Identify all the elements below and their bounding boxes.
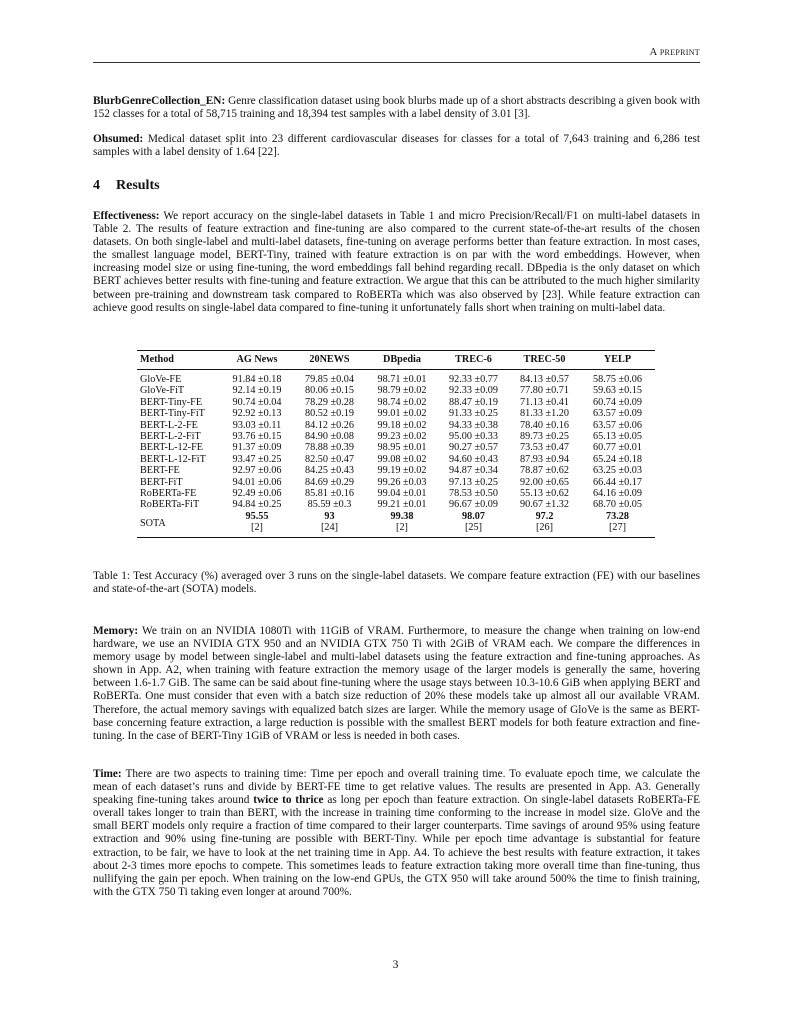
- table-cell: 63.25 ±0.03: [593, 465, 642, 477]
- table-method-cell: BERT-L-12-FiT: [140, 453, 206, 465]
- sota-value: 97.2: [535, 510, 554, 522]
- table-cell: 65.13 ±0.05: [593, 431, 642, 443]
- table-row: [137, 442, 655, 453]
- time-paragraph: [93, 768, 700, 899]
- table-row-sota: [137, 511, 655, 538]
- results-table-grid: [137, 350, 655, 538]
- table-cell: 94.60 ±0.43: [449, 453, 498, 465]
- effectiveness-lead: Effectiveness:: [93, 210, 160, 222]
- sota-citation: [26]: [536, 522, 553, 534]
- table-method-cell: GloVe-FE: [140, 374, 182, 385]
- table-cell: 99.08 ±0.02: [377, 453, 427, 465]
- table-row: [137, 370, 655, 386]
- table-cell-sota: [366, 511, 438, 538]
- table-cell: 91.33 ±0.25: [449, 408, 498, 420]
- table-cell: 66.44 ±0.17: [593, 476, 642, 488]
- sota-citation: [27]: [609, 522, 626, 534]
- table-cell: 88.47 ±0.19: [449, 396, 498, 408]
- table-cell: 73.53 ±0.47: [520, 442, 569, 454]
- table-cell: 68.70 ±0.05: [593, 499, 642, 511]
- table-row: [137, 431, 655, 442]
- table-header-row: [137, 351, 655, 370]
- table-cell: 80.06 ±0.15: [305, 385, 354, 397]
- blurb-paragraph: [93, 95, 700, 121]
- table-cell: 59.63 ±0.15: [593, 385, 642, 397]
- table-cell: 95.00 ±0.33: [449, 431, 498, 443]
- table-cell: 84.90 ±0.08: [305, 431, 354, 443]
- table-cell: 93.76 ±0.15: [232, 431, 282, 443]
- running-header-rest: PREPRINT: [659, 48, 700, 57]
- memory-lead: Memory:: [93, 625, 139, 637]
- running-header-cap: A: [649, 47, 657, 58]
- table-header-cell: YELP: [580, 351, 655, 370]
- table-method-cell: BERT-Tiny-FiT: [140, 408, 205, 420]
- table-cell: 85.59 ±0.3: [307, 499, 352, 511]
- table-row: [137, 499, 655, 510]
- table-row: [137, 385, 655, 396]
- table-cell: 89.73 ±0.25: [520, 431, 569, 443]
- table-cell: 84.12 ±0.26: [305, 419, 354, 431]
- effectiveness-text: We report accuracy on the single-label datasets in Table 1 and micro Precision/Recall/F1 on multi-label datasets in Table 2. The results of feature extraction and fine-tuning are also compared to the current state-of-the-art results of the chosen datasets. On both single-label and multi-label datasets, fine-tuning on average performs better than feature extraction. In most cases, the smallest language model, BERT-Tiny, trained with feature extraction is on par with the word embeddings. However, when increasing model size or using fine-tuning, the word embeddings fall behind regarding recall. DBpedia is the only dataset on which BERT achieves better results with fine-tuning and feature extraction. We argue that this can be attributed to the much higher similarity between pre-training and downstream task compared to RoBERTa which was also observed by [23]. While feature extraction can achieve good results on single-label data compared to fine-tuning it unfortunately falls short when training on multi-label data.: [93, 210, 700, 314]
- table-caption: Table 1: Test Accuracy (%) averaged over 3 runs on the single-label datasets. We compare feature extraction (FE) with our baselines and state-of-the-art (SOTA) models.: [93, 570, 700, 596]
- table-cell: 84.13 ±0.57: [520, 374, 569, 385]
- sota-value: 95.55: [245, 510, 269, 522]
- table-cell: 92.33 ±0.09: [449, 385, 498, 397]
- table-cell: 99.01 ±0.02: [377, 408, 427, 420]
- sota-value: 98.07: [462, 510, 485, 522]
- sota-value: 73.28: [606, 510, 629, 522]
- table-cell: 92.33 ±0.77: [449, 374, 498, 385]
- time-emphasis: twice to thrice: [253, 794, 324, 807]
- table-method-cell: BERT-Tiny-FE: [140, 396, 203, 408]
- ohsumed-lead: Ohsumed:: [93, 133, 144, 145]
- table-cell: 60.77 ±0.01: [593, 442, 642, 454]
- table-method-cell: BERT-L-2-FE: [140, 419, 198, 431]
- time-text-after: as long per epoch than feature extraction. On single-label datasets RoBERTa-FE overall takes longer to train than BERT, with the increase in training time conforming to the increase in model size. GloVe and the small BERT models only require a fraction of time compared to their larger counterparts. Time savings of around 95% using feature extraction and 90% using fine-tuning are possible with BERT-Tiny. While per epoch time advantage is substantial for feature extraction, to be fair, we have to look at the net training time in App. A4. To achieve the best results with feature extraction, it takes about 2-3 times more epochs to compete. This sometimes leads to feature extraction taking more overall time than fine-tuning, thus nullifying the gain per epoch. When training on the low-end GPUs, the GTX 950 will take around 500% the time to finish training, with the GTX 750 Ti taking even longer at around 700%.: [93, 794, 700, 898]
- table-method-cell: GloVe-FiT: [140, 385, 185, 397]
- blurb-text: Genre classification dataset using book blurbs made up of a short abstracts describing a given book with 152 classes for a total of 58,715 training and 18,394 test samples with a label density of 3.01 [3].: [93, 95, 700, 121]
- table-cell: 85.81 ±0.16: [305, 488, 354, 500]
- table-method-cell: RoBERTa-FiT: [140, 499, 200, 511]
- table-method-cell: RoBERTa-FE: [140, 488, 197, 500]
- time-lead: Time:: [93, 768, 122, 780]
- table-cell: 78.88 ±0.39: [305, 442, 354, 454]
- table-header-cell: AG News: [221, 351, 293, 370]
- table-cell: 64.16 ±0.09: [593, 488, 642, 500]
- ohsumed-text: Medical dataset split into 23 different cardiovascular diseases for classes for a total of 7,643 training and 6,286 test samples with a label density of 1.64 [22].: [93, 133, 700, 159]
- table-cell-sota: [509, 511, 580, 538]
- table-cell: 79.85 ±0.04: [305, 374, 354, 385]
- table-cell: 63.57 ±0.09: [593, 408, 642, 420]
- table-cell: 98.79 ±0.02: [377, 385, 427, 397]
- table-header-cell: 20NEWS: [293, 351, 366, 370]
- table-cell: 55.13 ±0.62: [520, 488, 569, 500]
- table-cell: 96.67 ±0.09: [449, 499, 498, 511]
- table-cell: 78.29 ±0.28: [305, 396, 354, 408]
- table-method-cell: BERT-L-2-FiT: [140, 431, 201, 443]
- table-cell: 92.92 ±0.13: [232, 408, 282, 420]
- effectiveness-paragraph: [93, 210, 700, 315]
- table-cell: 94.87 ±0.34: [449, 465, 498, 477]
- table-body: [137, 370, 655, 538]
- table-cell: 71.13 ±0.41: [520, 396, 569, 408]
- table-cell: 81.33 ±1.20: [520, 408, 569, 420]
- table-cell: 91.84 ±0.18: [232, 374, 282, 385]
- table-cell: 94.84 ±0.25: [232, 499, 282, 511]
- ohsumed-paragraph: [93, 133, 700, 159]
- page-number: 3: [392, 959, 399, 971]
- sota-value: 99.38: [390, 510, 414, 522]
- table-method-cell: BERT-FiT: [140, 476, 183, 488]
- table-row: [137, 397, 655, 408]
- table-cell: 99.04 ±0.01: [377, 488, 427, 500]
- table-cell-sota: [438, 511, 509, 538]
- table-cell: 92.14 ±0.19: [232, 385, 282, 397]
- table-cell: 93.03 ±0.11: [232, 419, 282, 431]
- table-cell: 99.19 ±0.02: [377, 465, 427, 477]
- table-cell-sota: [293, 511, 366, 538]
- table-cell: 92.97 ±0.06: [232, 465, 282, 477]
- table-cell: 90.27 ±0.57: [449, 442, 498, 454]
- running-header: [650, 47, 700, 58]
- table-row: [137, 465, 655, 476]
- table-cell: 98.74 ±0.02: [377, 396, 427, 408]
- table-header-cell: TREC-6: [438, 351, 509, 370]
- table-cell: 99.18 ±0.02: [377, 419, 427, 431]
- table-cell: 84.69 ±0.29: [305, 476, 354, 488]
- table-cell: 60.74 ±0.09: [593, 396, 642, 408]
- table-cell: 77.80 ±0.71: [520, 385, 569, 397]
- table-cell: 94.33 ±0.38: [449, 419, 498, 431]
- table-cell: 84.25 ±0.43: [305, 465, 354, 477]
- memory-paragraph: [93, 625, 700, 743]
- table-cell-sota: [580, 511, 655, 538]
- table-method-cell: BERT-L-12-FE: [140, 442, 203, 454]
- table-cell: 93.47 ±0.25: [232, 453, 282, 465]
- table-header-cell: TREC-50: [509, 351, 580, 370]
- table-cell: 65.24 ±0.18: [593, 453, 642, 465]
- table-cell: 91.37 ±0.09: [232, 442, 282, 454]
- table-row: [137, 420, 655, 431]
- time-text-before: There are two aspects to training time: Time per epoch and overall training time. To evaluate epoch time, we calculate the mean of each dataset’s runs and divide by BERT-FE time to get relative values. The results are presented in App. A3. Generally speaking fine-tuning takes around: [93, 768, 700, 807]
- results-table: [93, 350, 700, 596]
- sota-citation: [2]: [396, 522, 408, 534]
- table-cell: 92.49 ±0.06: [232, 488, 282, 500]
- table-cell: 99.21 ±0.01: [377, 499, 427, 511]
- table-cell: 98.71 ±0.01: [377, 374, 427, 385]
- sota-citation: [24]: [321, 522, 338, 534]
- sota-citation: [25]: [465, 522, 482, 534]
- table-cell: 78.87 ±0.62: [520, 465, 569, 477]
- table-cell: 98.95 ±0.01: [377, 442, 427, 454]
- header-rule: [93, 62, 700, 63]
- table-header-cell: Method: [137, 351, 221, 370]
- table-row: [137, 477, 655, 488]
- sota-value: 93: [324, 510, 335, 522]
- table-cell: 58.75 ±0.06: [593, 374, 642, 385]
- section-number: 4: [93, 178, 100, 193]
- table-cell: 80.52 ±0.19: [305, 408, 354, 420]
- table-cell: 90.67 ±1.32: [520, 499, 569, 511]
- table-method-cell: BERT-FE: [140, 465, 180, 477]
- table-row: [137, 408, 655, 419]
- table-cell: 94.01 ±0.06: [232, 476, 282, 488]
- section-heading: [93, 178, 700, 194]
- table-cell: 99.23 ±0.02: [377, 431, 427, 443]
- blurb-lead: BlurbGenreCollection_EN:: [93, 95, 226, 107]
- table-method-cell: SOTA: [137, 511, 221, 538]
- table-cell: 97.13 ±0.25: [449, 476, 498, 488]
- table-row: [137, 454, 655, 465]
- section-title: Results: [116, 178, 160, 193]
- table-cell: 92.00 ±0.65: [520, 476, 569, 488]
- table-row: [137, 488, 655, 499]
- table-header-cell: DBpedia: [366, 351, 438, 370]
- table-cell: 99.26 ±0.03: [377, 476, 427, 488]
- memory-text: We train on an NVIDIA 1080Ti with 11GiB of VRAM. Furthermore, to measure the change when training on low-end hardware, we use an NVIDIA GTX 950 and an NVIDIA GTX 750 Ti with 2GiB of VRAM each. We compare the differences in memory usage by model between single-label and multi-label datasets using the feature extraction and fine-tuning approaches. As shown in App. A2, when training with feature extraction the memory usage of the larger models is generally the same, hovering between 1.6-1.7 GiB. The same can be said about fine-tuning where the usage stays between 10.3-10.6 GiB when applying BERT and RoBERTa. One must consider that even with a batch size reduction of 20% these models take up almost all our available VRAM. Therefore, the actual memory savings with equalized batch sizes are larger. While the memory usage of GloVe is the same as BERT-base concerning feature extraction, a large reduction is possible with the smallest BERT models for both feature extraction and fine-tuning. In the case of BERT-Tiny 1GiB of VRAM or less is needed in both cases.: [93, 625, 700, 742]
- table-cell-sota: [221, 511, 293, 538]
- table-cell: 90.74 ±0.04: [232, 396, 282, 408]
- table-cell: 82.50 ±0.47: [305, 453, 354, 465]
- sota-citation: [2]: [251, 522, 263, 534]
- table-cell: 78.53 ±0.50: [449, 488, 498, 500]
- table-cell: 63.57 ±0.06: [593, 419, 642, 431]
- table-cell: 87.93 ±0.94: [520, 453, 569, 465]
- table-cell: 78.40 ±0.16: [520, 419, 569, 431]
